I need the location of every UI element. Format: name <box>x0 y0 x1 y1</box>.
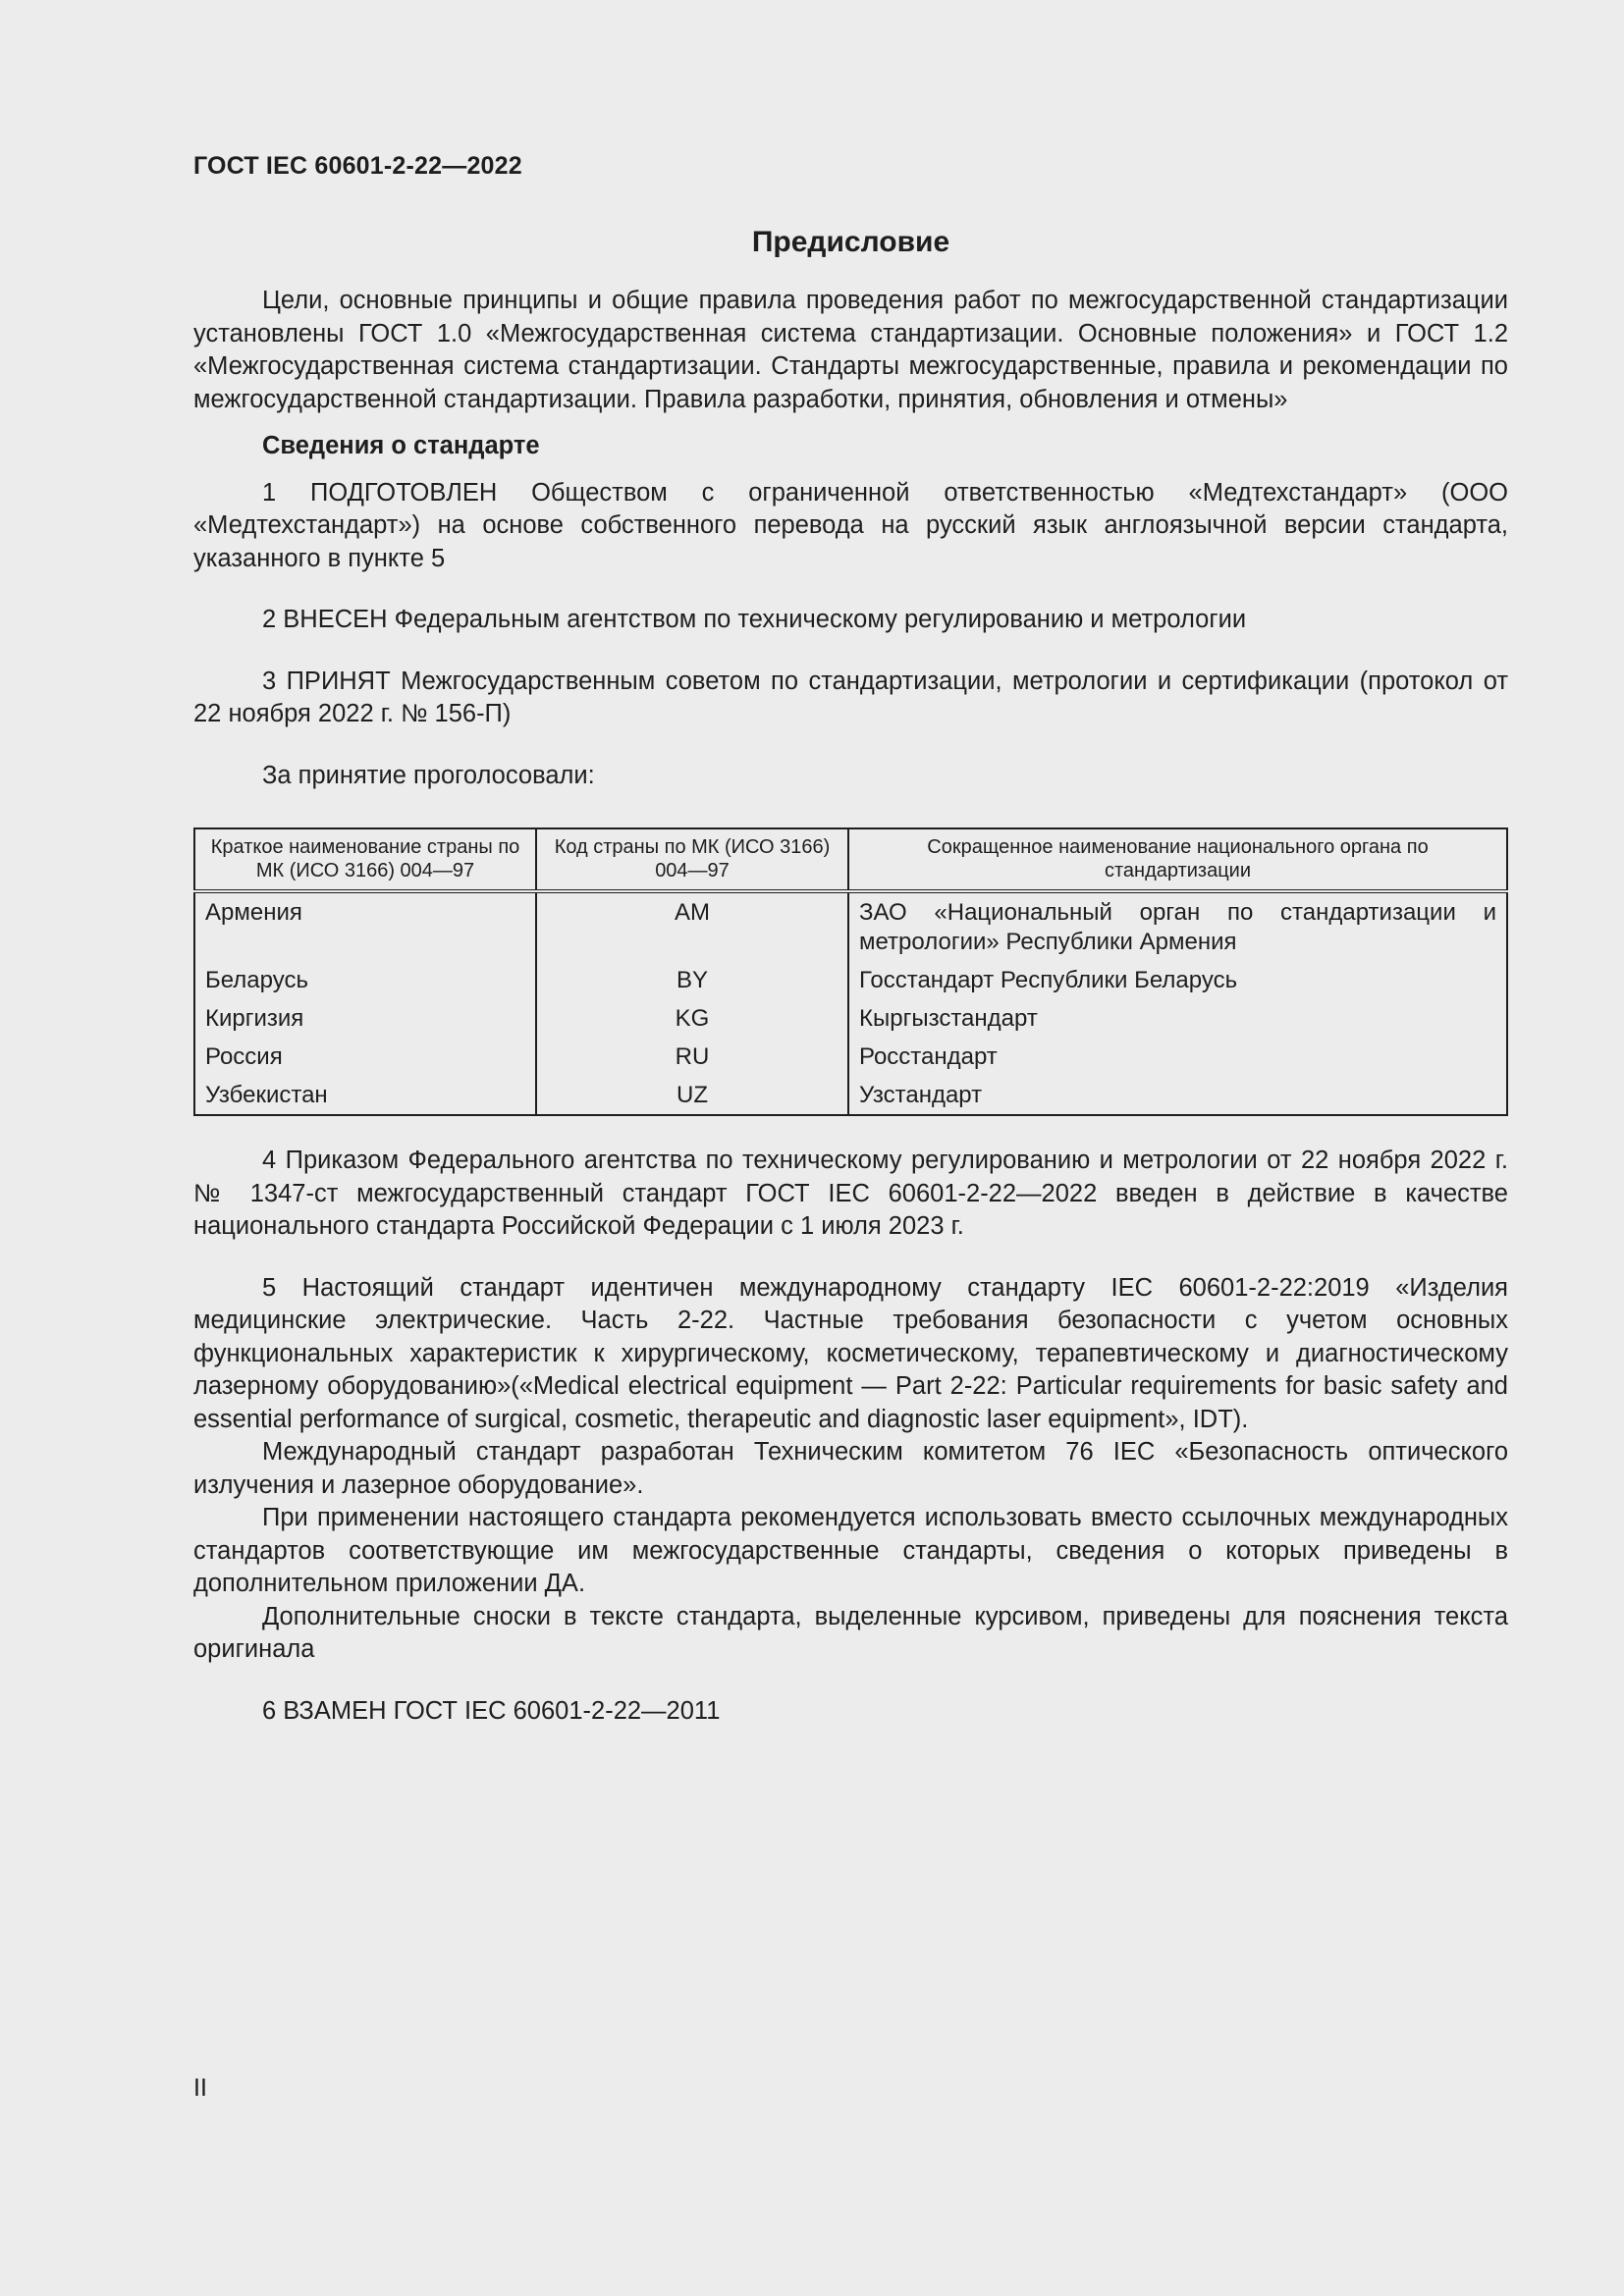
item-5-footnotes-paragraph: Дополнительные сноски в тексте стандарта, выделенные курсивом, приведены для пояснения текста оригинала <box>193 1602 1508 1663</box>
document-code-header: ГОСТ IEC 60601-2-22—2022 <box>193 152 522 180</box>
table-row <box>194 891 1507 961</box>
table-cell-code: RU <box>536 1038 848 1076</box>
item-5-paragraph: 5 Настоящий стандарт идентичен международному стандарту IEC 60601-2-22:2019 «Изделия медицинские электрические. Часть 2-22. Частные требования безопасности с учетом основных функциональных характеристик к хирургическому, косметическому, терапевтическому и диагностическому лазерному оборудованию»(«Medical electrical equipment — Part 2-22: Particular requirements for basic safety and essential performance of surgical, cosmetic, therapeutic and diagnostic laser equipment», IDT). <box>193 1273 1508 1433</box>
table-cell-country: Киргизия <box>194 999 536 1038</box>
table-row <box>194 1038 1507 1076</box>
table-cell-country: Беларусь <box>194 961 536 999</box>
page-number: II <box>193 2074 207 2102</box>
table-header-organization: Сокращенное наименование национального органа по стандартизации <box>848 828 1507 891</box>
table-cell-code: AM <box>536 891 848 961</box>
table-cell-country: Армения <box>194 891 536 961</box>
item-5-committee-paragraph: Международный стандарт разработан Техническим комитетом 76 IEC «Безопасность оптического излучения и лазерное оборудование». <box>193 1438 1508 1499</box>
table-header-code: Код страны по МК (ИСО 3166) 004—97 <box>536 828 848 891</box>
votes-intro: За принятие проголосовали: <box>262 761 595 789</box>
table-cell-organization: Госстандарт Республики Беларусь <box>848 961 1507 999</box>
item-4-paragraph: 4 Приказом Федерального агентства по техническому регулированию и метрологии от 22 ноября 2022 г. № 1347-ст межгосударственный стандарт ГОСТ IEC 60601-2-22—2022 введен в действие в качестве национального стандарта Российской Федерации с 1 июля 2023 г. <box>193 1147 1508 1240</box>
page-title: Предисловие <box>751 226 950 258</box>
table-header-row <box>194 828 1507 891</box>
item-5-references-paragraph: При применении настоящего стандарта рекомендуется использовать вместо ссылочных международных стандартов соответствующие им межгосударственные стандарты, сведения о которых приведены в дополнительном приложении ДА. <box>193 1504 1508 1597</box>
item-6-paragraph: 6 ВЗАМЕН ГОСТ IEC 60601-2-22—2011 <box>262 1696 721 1725</box>
intro-paragraph: Цели, основные принципы и общие правила проведения работ по межгосударственной стандартизации установлены ГОСТ 1.0 «Межгосударственная система стандартизации. Основные положения» и ГОСТ 1.2 «Межгосударственная система стандартизации. Стандарты межгосударственные, правила и рекомендации по межгосударственной стандартизации. Правила разработки, принятия, обновления и отмены» <box>193 287 1508 413</box>
table-row <box>194 1076 1507 1115</box>
table-row <box>194 999 1507 1038</box>
table-cell-organization: Росстандарт <box>848 1038 1507 1076</box>
voting-countries-table <box>193 828 1508 1116</box>
table-header-country: Краткое наименование страны по МК (ИСО 3166) 004—97 <box>194 828 536 891</box>
table-cell-organization: Узстандарт <box>848 1076 1507 1115</box>
table-cell-organization: ЗАО «Национальный орган по стандартизации и метрологии» Республики Армения <box>848 891 1507 961</box>
table-cell-code: KG <box>536 999 848 1038</box>
document-body <box>193 285 1508 1728</box>
table-cell-country: Узбекистан <box>194 1076 536 1115</box>
item-1-paragraph: 1 ПОДГОТОВЛЕН Обществом с ограниченной ответственностью «Медтехстандарт» (ООО «Медтехстандарт») на основе собственного перевода на русский язык англоязычной версии стандарта, указанного в пункте 5 <box>193 478 1508 572</box>
item-2-paragraph: 2 ВНЕСЕН Федеральным агентством по техническому регулированию и метрологии <box>262 606 1247 633</box>
table-cell-code: UZ <box>536 1076 848 1115</box>
table-cell-organization: Кыргызстандарт <box>848 999 1507 1038</box>
section-subheading: Сведения о стандарте <box>262 432 540 459</box>
table-cell-code: BY <box>536 961 848 999</box>
table-row <box>194 961 1507 999</box>
item-3-paragraph: 3 ПРИНЯТ Межгосударственным советом по стандартизации, метрологии и сертификации (протокол от 22 ноября 2022 г. № 156-П) <box>193 667 1508 727</box>
table-cell-country: Россия <box>194 1038 536 1076</box>
